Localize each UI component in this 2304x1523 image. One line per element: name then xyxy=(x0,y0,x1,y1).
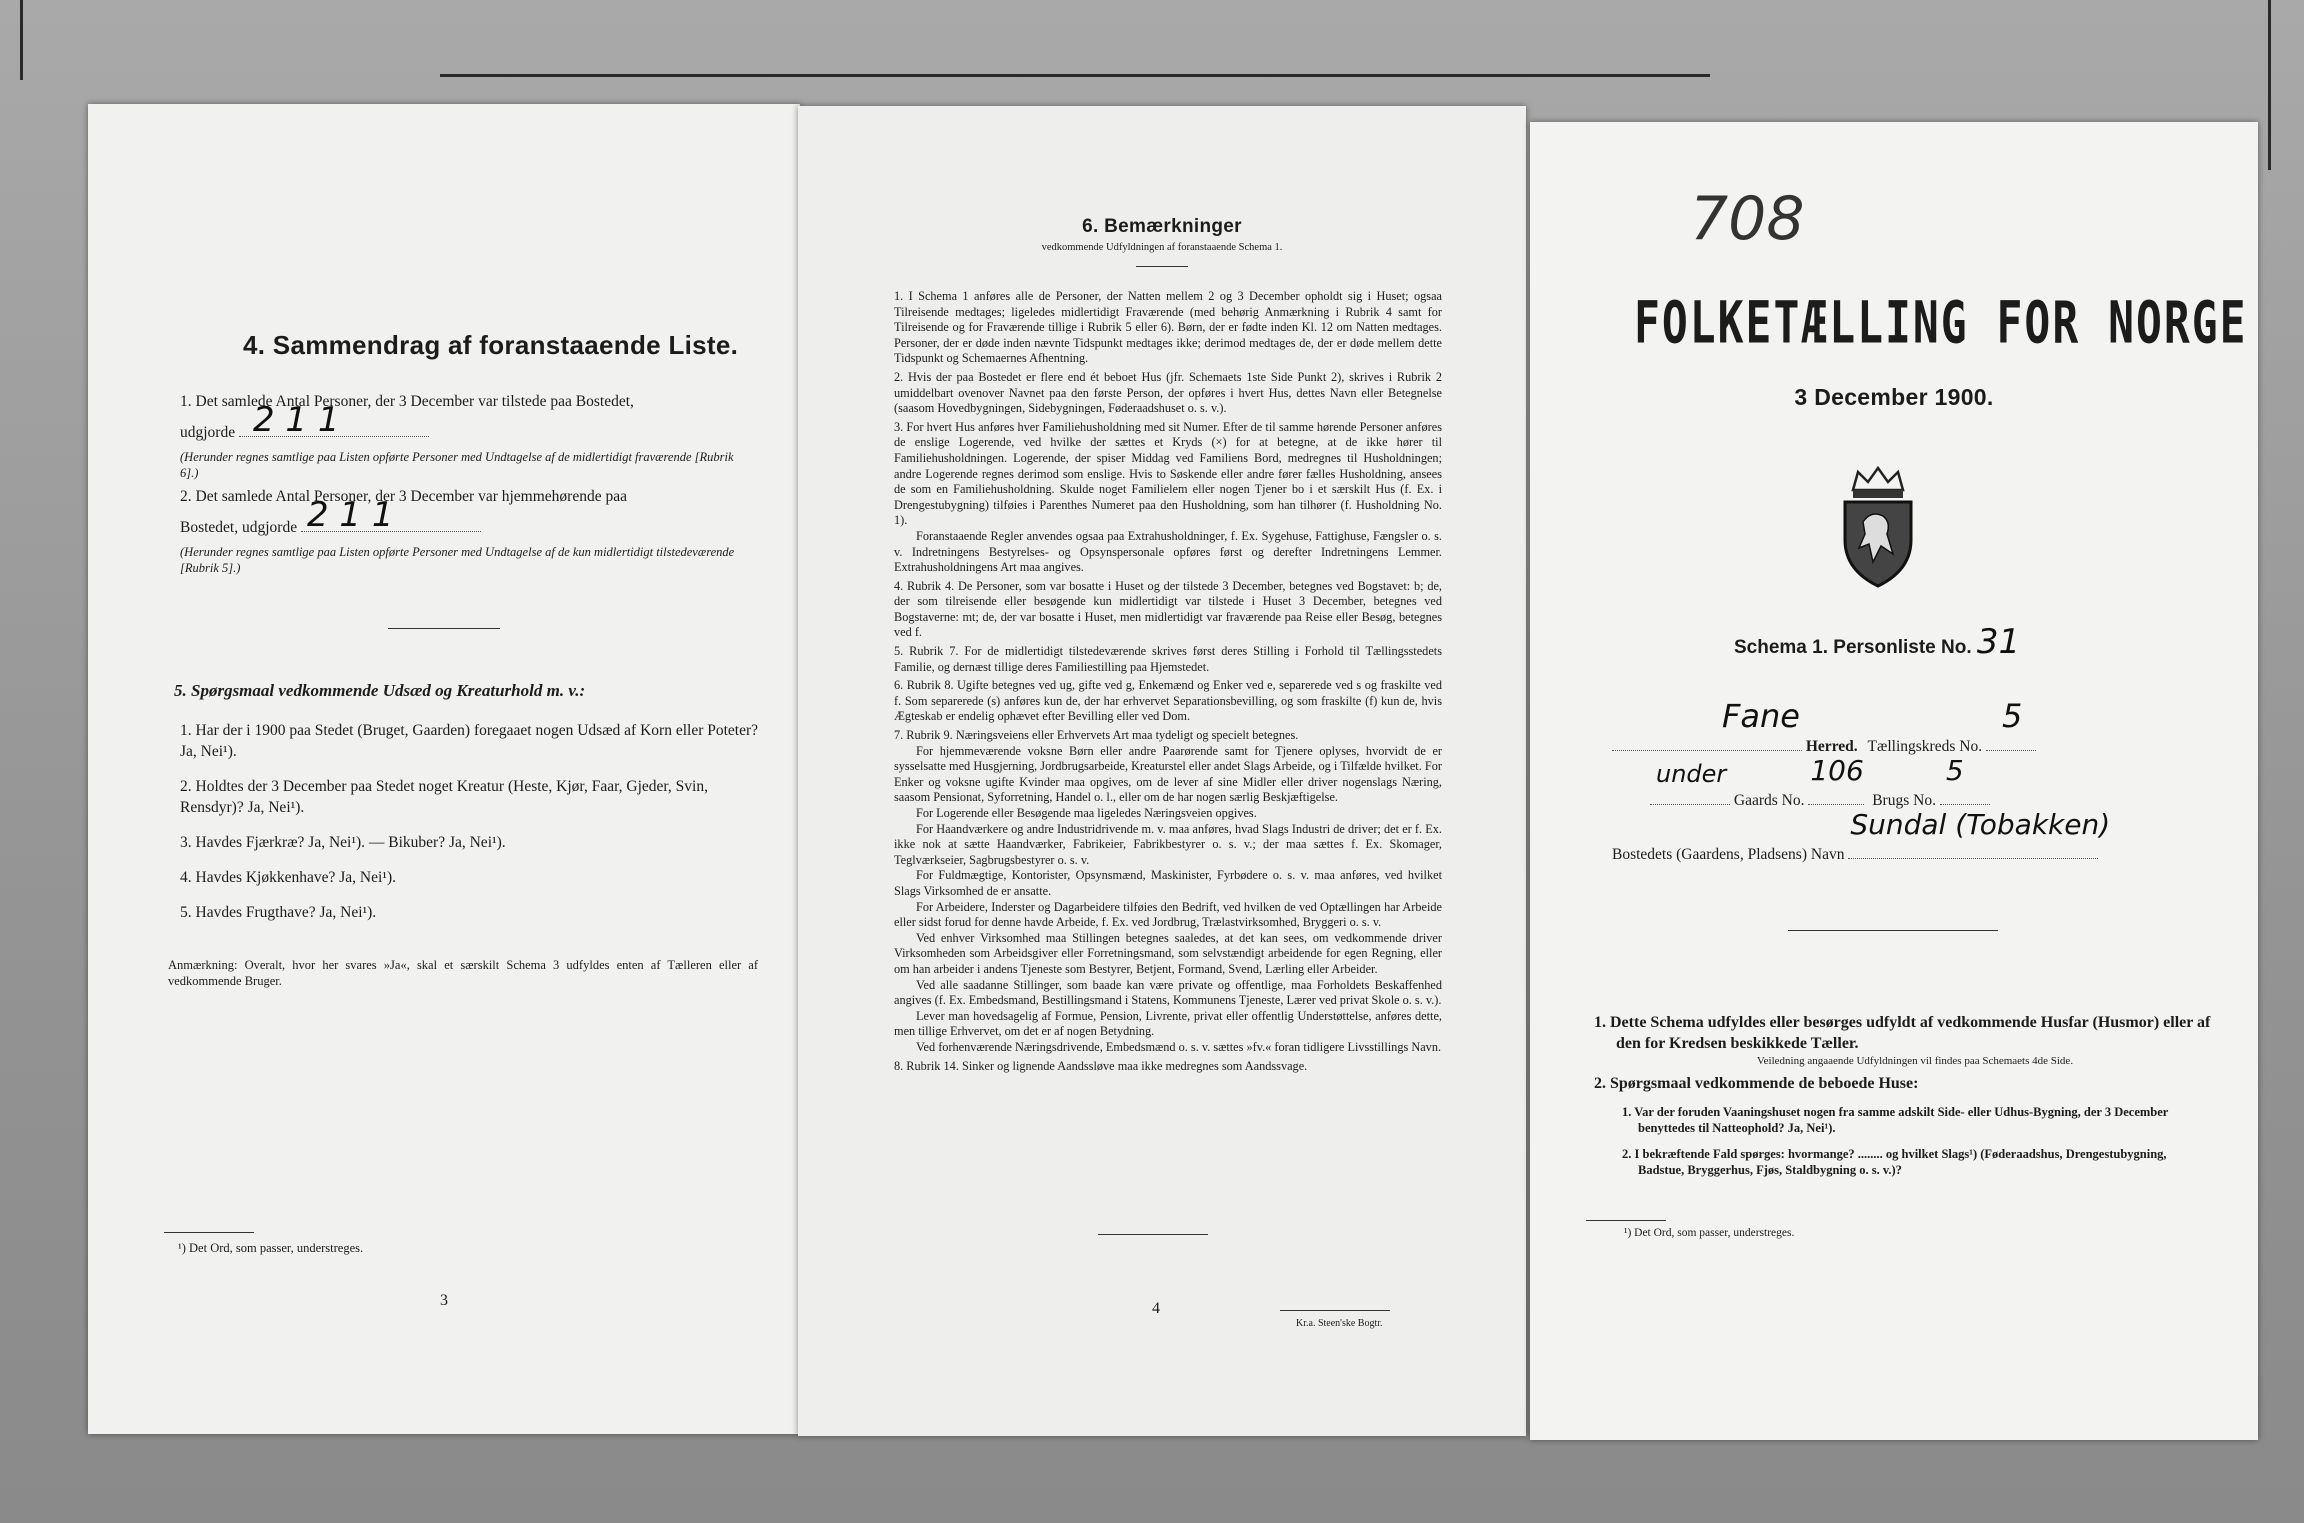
annotation-note: Anmærkning: Overalt, hvor her svares »Ja«, skal et særskilt Schema 3 udfyldes enten af Tælleren eller af vedkommende Bruger. xyxy=(168,958,758,988)
scan-frame-line-right xyxy=(2268,0,2271,170)
question-5: 5. Havdes Frugthave? Ja, Nei¹). xyxy=(180,904,377,921)
footnote: ¹) Det Ord, som passer, understreges. xyxy=(178,1241,364,1255)
summary-item-2-value: 2 1 1 xyxy=(306,495,394,535)
end-rule xyxy=(1098,1234,1208,1235)
remark-paragraph: Ved forhenværende Næringsdrivende, Embedsmænd o. s. v. sættes »fv.« foran tidligere Livsstillings Navn. xyxy=(916,1039,1442,1054)
under-value: under xyxy=(1656,760,1727,788)
remarks-title: 6. Bemærkninger xyxy=(1082,216,1242,237)
summary-item-2 xyxy=(180,486,760,576)
page-4 xyxy=(798,106,1526,1436)
archive-number: 708 xyxy=(1690,184,1805,254)
question-3: 3. Havdes Fjærkræ? Ja, Nei¹). — Bikuber? Ja, Nei¹). xyxy=(180,834,506,851)
summary-item-1-note: (Herunder regnes samtlige paa Listen opførte Personer med Undtagelse af de midlertidigt fraværende [Rubrik 6].) xyxy=(180,450,734,480)
bosted-label: Bostedets (Gaardens, Pladsens) Navn xyxy=(1612,846,1845,863)
main-title: FOLKETÆLLING FOR NORGE xyxy=(1634,290,2248,358)
instructions xyxy=(1594,1012,2214,1178)
remark-paragraph: 3. For hvert Hus anføres hver Familiehusholdning med sit Numer. Efter de til samme hørende Personer anføres de enslige Logerende, ved hvilke der sættes et Kryds (×) for at betegne, at de ikke hører til Familiehusholdningen. Logerende, der spiser Middag ved Familiens Bord, medregnes til Husholdningen; andre Logerende regnes derimod som enslige. Hvis to Søskende eller andre fører fælles Husholdning, ansees de som en Familiehusholdning. Skulde noget Familielem eller nogen Tjener bo i et særskilt Hus (f. Ex. i Drengestubygning) tilføies i Parenthes Numeret paa den Husholdning, som han tilhører (f. Husholdning No. 1). xyxy=(894,419,1442,528)
section-5-title: 5. Spørgsmaal vedkommende Udsæd og Kreaturhold m. v.: xyxy=(174,681,586,700)
remark-paragraph: 1. I Schema 1 anføres alle de Personer, der Natten mellem 2 og 3 December opholdt sig i Huset; ogsaa Tilreisende medtages; ligeledes midlertidigt Fraværende (med behørig Anmærkning i Rubrik 4 samt for Tilreisende og for Fraværende tillige i Rubrik 5 eller 6). Børn, der er fødte inden Kl. 12 om Natten medtages. Personer, der er døde inden nævnte Tidspunkt medtages ikke; derimod medtages de, der er døde mellem dette Tidspunkt og Schemaernes Afhentning. xyxy=(894,289,1442,366)
remark-paragraph: For Fuldmægtige, Kontorister, Opsynsmænd, Maskinister, Fyrbødere o. s. v. maa anføres, ved hvilket Slags Virksomhed de er ansatte. xyxy=(894,868,1442,898)
section-4-title: 4. Sammendrag af foranstaaende Liste. xyxy=(243,330,739,360)
summary-item-2-text: 2. Det samlede Antal Personer, der 3 December var hjemmehørende paa xyxy=(180,488,627,505)
herred-line xyxy=(1612,697,2232,757)
remark-paragraph: Lever man hovedsagelig af Formue, Pension, Livrente, privat eller offentlig Understøttelse, anføres dette, men tillige Erhvervet, om det er af nogen Betydning. xyxy=(894,1008,1442,1039)
census-date: 3 December 1900. xyxy=(1794,384,1994,410)
schema-number: 31 xyxy=(1976,622,2021,662)
page-number: 4 xyxy=(1152,1300,1160,1317)
gaards-value: 106 xyxy=(1810,754,1864,787)
page-number: 3 xyxy=(440,1292,448,1309)
title-rule xyxy=(1136,266,1188,267)
summary-item-1-value: 2 1 1 xyxy=(252,400,340,440)
krets-value: 5 xyxy=(2001,697,2023,735)
scan-frame-line-left xyxy=(20,0,23,80)
krets-label: Tællingskreds No. xyxy=(1867,738,1983,755)
printer-rule xyxy=(1280,1310,1390,1311)
gaards-label: Gaards No. xyxy=(1733,792,1805,809)
printer-imprint: Kr.a. Steen'ske Bogtr. xyxy=(1296,1318,1383,1329)
remark-paragraph: 6. Rubrik 8. Ugifte betegnes ved ug, gifte ved g, Enkemænd og Enker ved e, separerede ved s og fraskilte ved f. Som separerede (s) anføres kun de, der har erhvervet Separationsbevilling, og som fraskilte (f) kun de, hvis Ægteskab er endelig ophævet efter Bevilling eller ved Dom. xyxy=(894,678,1442,724)
remark-paragraph: For Haandværkere og andre Industridrivende m. v. maa anføres, hvad Slags Industri de driver; det er f. Ex. ikke nok at sætte Haandværker, Fabrikeier, Fabrikbestyrer o. s. v.; der maa sættes f. Ex. Skomager, Teglværkseier, Sagbrugsbestyrer o. s. v. xyxy=(894,821,1442,867)
brugs-value: 5 xyxy=(1945,754,1964,787)
remark-paragraph: 2. Hvis der paa Bostedet er flere end ét beboet Hus (jfr. Schemaets 1ste Side Punkt 2), skrives i Rubrik 2 umiddelbart ovenover Navnet paa den første Person, der opføres i hvert Hus, dettes Navn eller Betegnelse (saasom Hovedbygningen, Sidebygningen, Føderaadshuset o. s. v.). xyxy=(894,369,1442,416)
remark-paragraph: For Logerende eller Besøgende maa ligeledes Næringsveien opgives. xyxy=(916,806,1257,820)
instruction-1-sub: Veiledning angaaende Udfyldningen vil findes paa Schemaets 4de Side. xyxy=(1756,1055,2074,1067)
remark-paragraph: Ved enhver Virksomhed maa Stillingen betegnes saaledes, at det kan sees, om vedkommende driver Virksomheden som Arbeidsgiver eller Forretningsmand, som selvstændigt arbeidende for egen Regning, eller om han arbeider i andens Tjeneste som Bestyrer, Betjent, Formand, Svend, Lærling eller Arbeider. xyxy=(894,930,1442,976)
brugs-label: Brugs No. xyxy=(1872,792,1936,809)
remark-paragraph: 4. Rubrik 4. De Personer, som var bosatte i Huset og der tilstede 3 December, betegnes ved Bogstavet: b; de, der som tilreisende eller besøgende kun midlertidigt var tilstede i Huset 3 December, betegnes ved Bogstaverne: mt; de, der var bosatte i Huset, men midlertidigt var fraværende paa Reise eller Besøg, betegnes ved f. xyxy=(894,578,1442,640)
bosted-value: Sundal (Tobakken) xyxy=(1850,808,2111,841)
question-2: 2. Holdtes der 3 December paa Stedet noget Kreatur (Heste, Kjør, Faar, Gjeder, Svin, Rensdyr)? Ja, Nei¹). xyxy=(180,778,708,816)
instruction-1: 1. Dette Schema udfyldes eller besørges udfyldt af vedkommende Husfar (Husmor) eller af den for Kredsen beskikkede Tæller. xyxy=(1594,1014,2211,1052)
footnote-rule xyxy=(164,1232,254,1233)
gaards-line xyxy=(1650,754,2230,811)
page-1 xyxy=(1530,122,2258,1440)
scan-frame-line-top xyxy=(440,74,1710,77)
herred-value: Fane xyxy=(1722,697,1800,735)
house-question-2: 2. I bekræftende Fald spørges: hvormange? ........ og hvilket Slags¹) (Føderaadshus, Drengestubygning, Badstue, Bryggerhus, Fjøs, Staldbygning o. s. v.)? xyxy=(1622,1147,2167,1177)
footnote: ¹) Det Ord, som passer, understreges. xyxy=(1624,1227,1795,1239)
house-question-1: 1. Var der foruden Vaaningshuset nogen fra samme adskilt Side- eller Udhus-Bygning, der 3 December benyttedes til Natteophold? Ja, Nei¹). xyxy=(1622,1105,2169,1135)
remark-paragraph: 8. Rubrik 14. Sinker og lignende Aandssløve maa ikke medregnes som Aandssvage. xyxy=(894,1058,1308,1073)
bosted-line xyxy=(1612,808,2252,865)
divider xyxy=(388,628,500,629)
remark-paragraph: Foranstaaende Regler anvendes ogsaa paa Extrahusholdninger, f. Ex. Sygehuse, Fattighuse, Fængsler o. s. v. Indretningens Bestyrelses- og Opsynspersonale opføres først og derefter Indretningens Lemmer. Extrahusholdningens Art maa angives. xyxy=(894,528,1442,575)
question-4: 4. Havdes Kjøkkenhave? Ja, Nei¹). xyxy=(180,869,396,886)
instruction-2: 2. Spørgsmaal vedkommende de beboede Huse: xyxy=(1594,1075,1919,1092)
page-3 xyxy=(88,104,800,1434)
coat-of-arms-icon xyxy=(1833,462,1923,592)
remark-paragraph: For hjemmeværende voksne Børn eller andre Paarørende samt for Tjenere oplyses, hvorvidt de er sysselsatte med Husgjerning, Jordbrugsarbeide, Kreaturstel eller andet Slags Arbeide, og i Tilfælde hvilket. For Enker og voksne ugifte Kvinder maa opgives, om de lever af sine Midler eller driver nogenslags Næring, saasom Pensionat, Syforretning, Handel o. l., eller om de har nogen særlig Beskjæftigelse. xyxy=(894,743,1442,805)
summary-item-2-label: Bostedet, udgjorde xyxy=(180,519,298,536)
remark-paragraph: Ved alle saadanne Stillinger, som baade kan være private og offentlige, maa Forholdets Beskaffenhed angives (f. Ex. Embedsmand, Bestillingsmand i Statens, Kommunens Tjeneste, Lærer ved privat Skole o. s. v.). xyxy=(894,977,1442,1008)
schema-label: Schema 1. Personliste No. xyxy=(1734,637,1972,658)
summary-item-1 xyxy=(180,391,760,481)
herred-label: Herred. xyxy=(1805,738,1858,755)
remark-paragraph: For Arbeidere, Inderster og Dagarbeidere tilføies den Bedrift, ved hvilken de ved Optællingen har Arbeide eller sidst forud for denne havde Arbeide, f. Ex. ved Jordbrug, Trælastvirksomhed, Bryggeri o. s. v. xyxy=(894,899,1442,930)
remarks-notes xyxy=(894,286,1442,1074)
remarks-subtitle: vedkommende Udfyldningen af foranstaaende Schema 1. xyxy=(1041,242,1283,253)
summary-item-1-label: udgjorde xyxy=(180,424,236,441)
summary-item-1-text: 1. Det samlede Antal Personer, der 3 December var tilstede paa Bostedet, xyxy=(180,393,634,410)
summary-item-2-note: (Herunder regnes samtlige paa Listen opførte Personer med Undtagelse af de kun midlertidigt tilstedeværende [Rubrik 5].) xyxy=(180,545,735,575)
remark-paragraph: 7. Rubrik 9. Næringsveiens eller Erhvervets Art maa tydeligt og specielt betegnes. xyxy=(894,728,1299,743)
ornament-rule xyxy=(1788,930,1998,931)
footnote-rule xyxy=(1586,1220,1666,1221)
remark-paragraph: 5. Rubrik 7. For de midlertidigt tilstedeværende skrives først deres Stilling i Forhold til Tællingsstedets Familie, og dernæst tillige deres Familiestilling paa Hjemstedet. xyxy=(894,644,1442,674)
schema-line xyxy=(1734,622,2021,662)
question-1: 1. Har der i 1900 paa Stedet (Bruget, Gaarden) foregaaet nogen Udsæd af Korn eller Poteter? Ja, Nei¹). xyxy=(180,722,759,760)
question-list xyxy=(180,720,760,923)
